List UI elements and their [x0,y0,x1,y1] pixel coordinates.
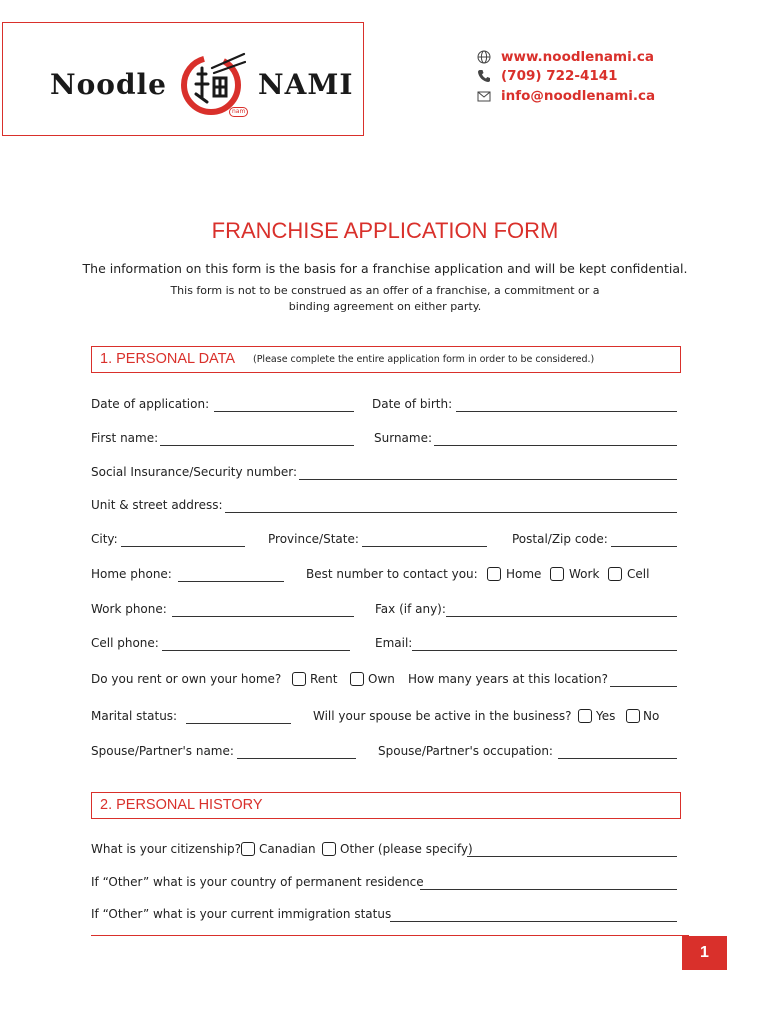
surname-label: Surname: [374,431,433,445]
date-of-application-field[interactable] [214,411,354,412]
province-label: Province/State: [268,532,359,546]
contact-email[interactable] [476,88,655,104]
yes-option-label: Yes [596,709,616,723]
address-label: Unit & street address: [91,498,223,512]
no-option-label: No [643,709,660,723]
work-phone-field[interactable] [172,616,354,617]
marital-status-label: Marital status: [91,709,178,723]
marital-status-field[interactable] [186,723,291,724]
permanent-residence-field[interactable] [420,889,677,890]
globe-icon [476,49,492,65]
canadian-checkbox[interactable] [241,842,255,856]
own-option-label: Own [368,672,395,686]
immigration-status-field[interactable] [390,921,677,922]
footer-divider [91,935,689,936]
date-of-birth-field[interactable] [456,411,677,412]
email-field[interactable] [412,650,677,651]
date-of-application-label: Date of application: [91,397,210,411]
logo-text-right: NAMI [258,68,354,101]
section-personal-history-header [91,792,681,819]
work-phone-label: Work phone: [91,602,167,616]
first-name-label: First name: [91,431,159,445]
no-checkbox[interactable] [626,709,640,723]
province-field[interactable] [362,546,487,547]
email-label: Email: [375,636,413,650]
home-checkbox[interactable] [487,567,501,581]
work-option-label: Work [569,567,600,581]
yes-checkbox[interactable] [578,709,592,723]
surname-field[interactable] [434,445,677,446]
logo-tag: nam [229,107,248,117]
section-title: 2. PERSONAL HISTORY [100,797,263,813]
immigration-status-label: If “Other” what is your current immigration status [91,907,392,921]
own-checkbox[interactable] [350,672,364,686]
cell-phone-field[interactable] [162,650,350,651]
home-phone-field[interactable] [178,581,284,582]
section-title: 1. PERSONAL DATA [100,351,236,367]
contact-website[interactable] [476,49,654,65]
city-label: City: [91,532,118,546]
cell-option-label: Cell [627,567,650,581]
best-number-label: Best number to contact you: [306,567,478,581]
fax-field[interactable] [446,616,677,617]
section-note: (Please complete the entire application form in order to be considered.) [253,354,595,365]
intro-line-3: binding agreement on either party. [288,300,482,313]
spouse-occupation-field[interactable] [558,758,677,759]
address-field[interactable] [225,512,677,513]
spouse-occupation-label: Spouse/Partner's occupation: [378,744,553,758]
years-field[interactable] [610,686,677,687]
spouse-name-label: Spouse/Partner's name: [91,744,234,758]
fax-label: Fax (if any): [375,602,446,616]
intro-line-1: The information on this form is the basis for a franchise application and will be kept confidential. [82,261,688,276]
section-personal-data-header [91,346,681,373]
sin-field[interactable] [299,479,677,480]
other-checkbox[interactable] [322,842,336,856]
cell-checkbox[interactable] [608,567,622,581]
form-title: FRANCHISE APPLICATION FORM [211,218,559,243]
date-of-birth-label: Date of birth: [372,397,453,411]
home-phone-label: Home phone: [91,567,172,581]
email-link[interactable]: info@noodlenami.ca [501,88,656,104]
home-option-label: Home [506,567,542,581]
page-number: 1 [682,936,727,970]
postal-label: Postal/Zip code: [512,532,608,546]
mail-icon [476,88,492,104]
postal-field[interactable] [611,546,677,547]
canadian-option-label: Canadian [259,842,316,856]
years-label: How many years at this location? [408,672,608,686]
rent-checkbox[interactable] [292,672,306,686]
intro-line-2: This form is not to be construed as an offer of a franchise, a commitment or a [170,284,600,297]
spouse-name-field[interactable] [237,758,356,759]
citizenship-label: What is your citizenship? [91,842,241,856]
sin-label: Social Insurance/Security number: [91,465,298,479]
other-citizenship-field[interactable] [467,856,677,857]
contact-phone[interactable] [476,68,618,84]
work-checkbox[interactable] [550,567,564,581]
phone-icon [476,68,492,84]
phone-number[interactable]: (709) 722-4141 [501,68,618,84]
first-name-field[interactable] [160,445,354,446]
city-field[interactable] [121,546,245,547]
other-option-label: Other (please specify) [340,842,473,856]
logo-text-left: Noodle [50,68,167,101]
cell-phone-label: Cell phone: [91,636,159,650]
permanent-residence-label: If “Other” what is your country of permanent residence [91,875,424,889]
spouse-active-label: Will your spouse be active in the business? [313,709,572,723]
rent-own-label: Do you rent or own your home? [91,672,282,686]
website-link[interactable]: www.noodlenami.ca [501,49,654,65]
rent-option-label: Rent [310,672,338,686]
